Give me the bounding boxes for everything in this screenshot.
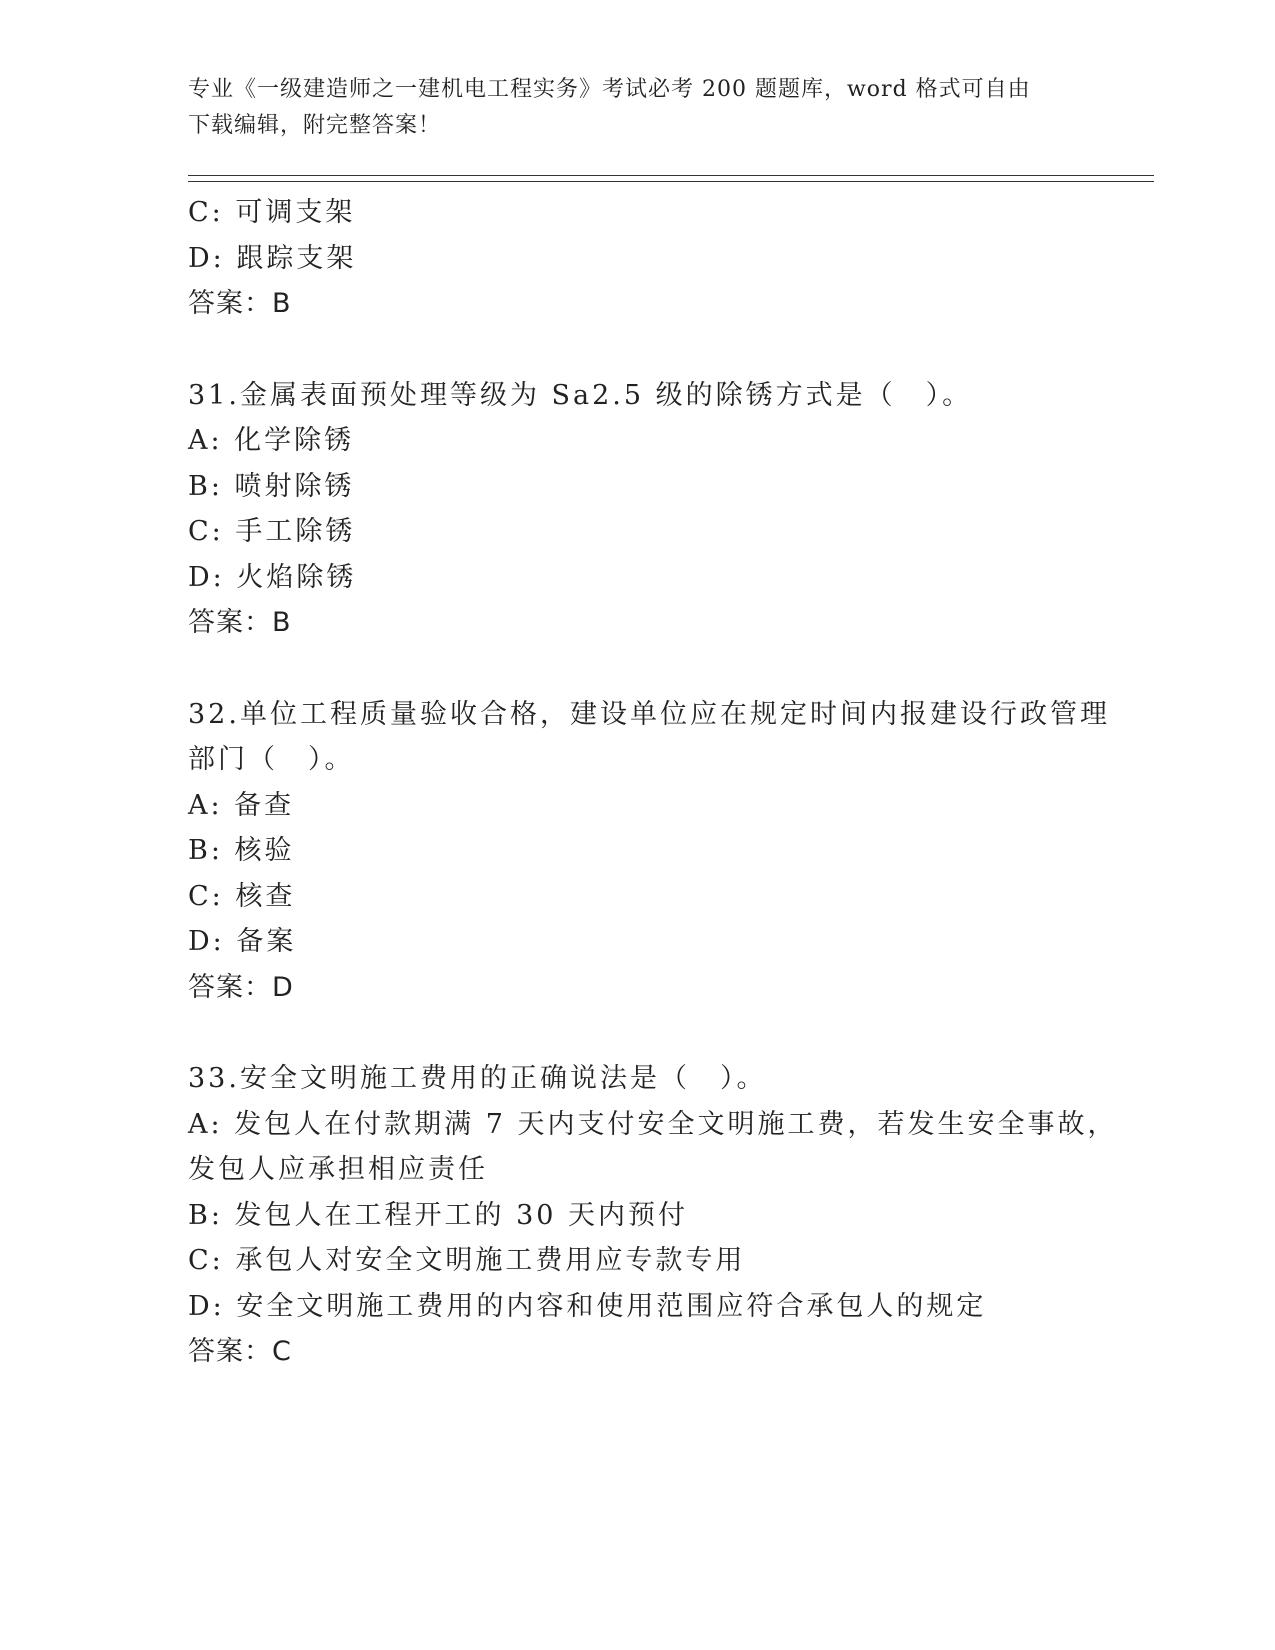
option-a-continued: 发包人应承担相应责任 — [188, 1154, 488, 1185]
option-c: C: 手工除锈 — [188, 516, 356, 547]
question-stem: 33.安全文明施工费用的正确说法是（ ）。 — [188, 1063, 767, 1094]
header-line-1: 专业《一级建造师之一建机电工程实务》考试必考 200 题题库，word 格式可自由 — [188, 77, 1031, 102]
header-rule-thick — [188, 175, 1154, 176]
header-rule-thin — [188, 181, 1154, 182]
option-d: D: 火焰除锈 — [188, 561, 357, 593]
answer-line: 答案：D — [188, 971, 294, 1003]
previous-question-continuation — [188, 190, 1088, 327]
spacer — [188, 327, 1088, 373]
option-d: D: 备案 — [188, 926, 297, 957]
question-32 — [188, 692, 1110, 1011]
question-33 — [188, 1056, 1118, 1375]
question-stem: 32.单位工程质量验收合格，建设单位应在规定时间内报建设行政管理 — [188, 698, 1110, 730]
question-31 — [188, 373, 1088, 646]
answer-line: 答案：C — [188, 1336, 292, 1367]
option-d: D: 安全文明施工费用的内容和使用范围应符合承包人的规定 — [188, 1290, 987, 1322]
option-b: B: 核验 — [188, 835, 295, 866]
option-c: C: 承包人对安全文明施工费用应专款专用 — [188, 1245, 746, 1276]
option-a: A: 化学除锈 — [188, 425, 355, 456]
spacer — [188, 646, 1088, 692]
option-c: C: 核查 — [188, 880, 296, 912]
answer-line: 答案：B — [188, 288, 292, 319]
header-line-2: 下载编辑，附完整答案！ — [188, 113, 442, 138]
question-stem-continued: 部门（ ）。 — [188, 744, 355, 775]
option-c: C: 可调支架 — [188, 197, 356, 228]
document-body — [188, 190, 1118, 1375]
question-stem: 31.金属表面预处理等级为 Sa2.5 级的除锈方式是（ ）。 — [188, 379, 973, 411]
page-header — [188, 72, 1088, 144]
spacer — [188, 1010, 1088, 1056]
answer-line: 答案：B — [188, 607, 292, 638]
option-a: A: 发包人在付款期满 7 天内支付安全文明施工费，若发生安全事故， — [188, 1108, 1118, 1140]
option-b: B: 喷射除锈 — [188, 470, 355, 502]
option-a: A: 备查 — [188, 789, 295, 821]
option-b: B: 发包人在工程开工的 30 天内预付 — [188, 1199, 689, 1231]
option-d: D: 跟踪支架 — [188, 242, 357, 274]
